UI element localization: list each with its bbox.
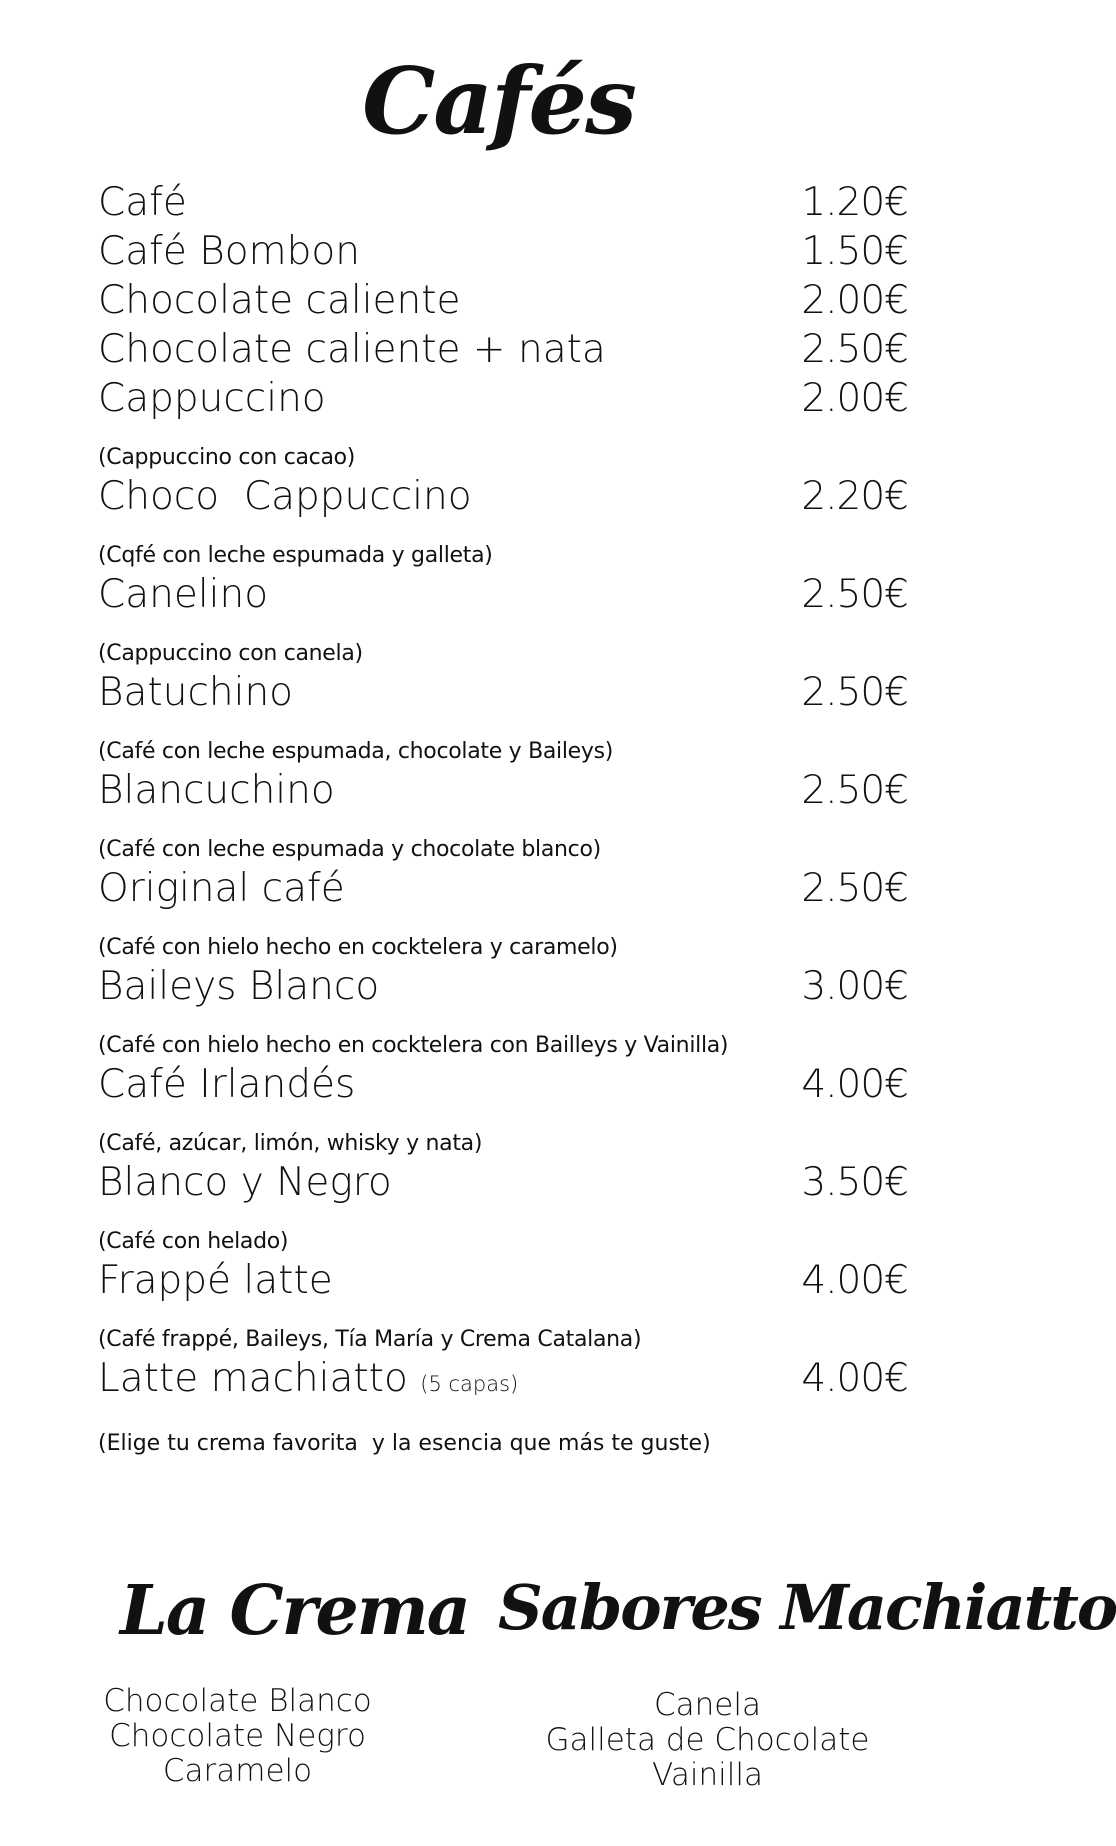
item-description: (Café con helado) (98, 1229, 289, 1254)
item-description: (Elige tu crema favorita y la esencia que más te guste) (98, 1431, 711, 1456)
menu-item (98, 766, 908, 815)
menu-item (98, 374, 908, 423)
sabores-option: Canela (654, 1687, 761, 1723)
item-name: Canelino (98, 572, 269, 617)
menu-item (98, 178, 908, 227)
item-price: 4.00€ (801, 1062, 908, 1107)
crema-section-title: La Crema (120, 1571, 469, 1651)
item-name: Café Bombon (98, 229, 360, 274)
menu-item (98, 227, 908, 276)
item-name: Frappé latte (98, 1258, 333, 1303)
item-name: Chocolate caliente (98, 278, 461, 323)
menu-item (98, 1060, 908, 1109)
item-price: 1.50€ (801, 229, 908, 274)
crema-option: Chocolate Blanco (103, 1683, 372, 1719)
item-price: 3.50€ (801, 1160, 908, 1205)
crema-option: Caramelo (162, 1753, 313, 1789)
sabores-options-list (520, 1688, 895, 1793)
menu-item (98, 962, 908, 1011)
coffee-menu-list (98, 178, 908, 1457)
item-description: (Café frappé, Baileys, Tía María y Crema Catalana) (98, 1327, 642, 1352)
item-description: (Café con leche espumada, chocolate y Baileys) (98, 739, 614, 764)
item-name: Café Irlandés (98, 1062, 356, 1107)
item-name-text: Latte machiatto (98, 1356, 408, 1401)
sabores-option: Vainilla (652, 1757, 763, 1793)
item-price: 2.50€ (801, 327, 908, 372)
item-name: Original café (98, 866, 345, 911)
item-description: (Cappuccino con canela) (98, 641, 363, 666)
menu-item (98, 1256, 908, 1305)
item-name (98, 1354, 518, 1409)
menu-item (98, 1354, 908, 1409)
item-note: (5 capas) (420, 1372, 519, 1396)
menu-item (98, 472, 908, 521)
item-name: Café (98, 180, 187, 225)
item-price: 1.20€ (801, 180, 908, 225)
crema-options-list (60, 1684, 415, 1789)
item-name: Blanco y Negro (98, 1160, 392, 1205)
item-description: (Café, azúcar, limón, whisky y nata) (98, 1131, 483, 1156)
item-name: Batuchino (98, 670, 294, 715)
menu-item (98, 864, 908, 913)
item-description: (Café con leche espumada y chocolate blanco) (98, 837, 601, 862)
item-name: Blancuchino (98, 768, 335, 813)
item-name: Choco Cappuccino (98, 474, 472, 519)
item-price: 4.00€ (801, 1258, 908, 1303)
item-price: 2.50€ (801, 866, 908, 911)
item-description: (Café con hielo hecho en cocktelera y caramelo) (98, 935, 618, 960)
item-description: (Cqfé con leche espumada y galleta) (98, 543, 493, 568)
sabores-option: Galleta de Chocolate (545, 1722, 870, 1758)
item-description: (Café con hielo hecho en cocktelera con Bailleys y Vainilla) (98, 1033, 729, 1058)
item-price: 4.00€ (801, 1356, 908, 1401)
menu-title: Cafés (362, 47, 635, 155)
item-name: Cappuccino (98, 376, 326, 421)
item-name: Chocolate caliente + nata (98, 327, 606, 372)
item-price: 2.20€ (801, 474, 908, 519)
item-price: 3.00€ (801, 964, 908, 1009)
menu-item (98, 570, 908, 619)
item-price: 2.50€ (801, 768, 908, 813)
menu-item (98, 325, 908, 374)
item-name: Baileys Blanco (98, 964, 380, 1009)
item-price: 2.50€ (801, 572, 908, 617)
item-description: (Cappuccino con cacao) (98, 445, 356, 470)
menu-item (98, 276, 908, 325)
menu-item (98, 668, 908, 717)
sabores-section-title: Sabores Machiatto (498, 1571, 1116, 1644)
item-price: 2.00€ (801, 278, 908, 323)
item-price: 2.50€ (801, 670, 908, 715)
menu-item (98, 1158, 908, 1207)
crema-option: Chocolate Negro (109, 1718, 366, 1754)
item-price: 2.00€ (801, 376, 908, 421)
